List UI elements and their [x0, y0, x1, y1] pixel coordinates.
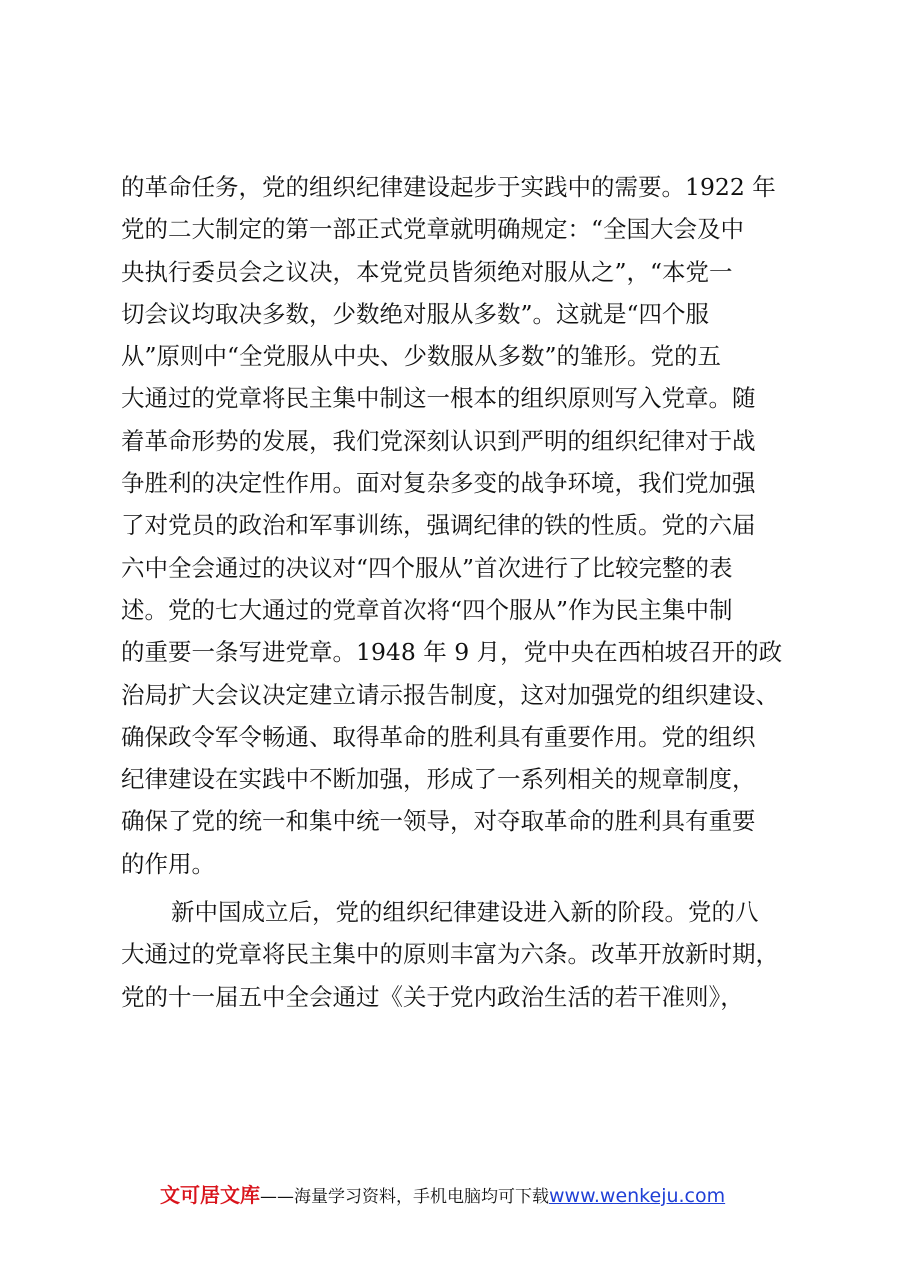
text-line: 党的二大制定的第一部正式党章就明确规定：“全国大会及中 [121, 215, 745, 244]
text-line: 大通过的党章将民主集中的原则丰富为六条。改革开放新时期， [121, 940, 779, 969]
text-line: 的革命任务，党的组织纪律建设起步于实践中的需要。1922 年 [121, 173, 776, 201]
text-line: 六中全会通过的决议对“四个服从”首次进行了比较完整的表 [121, 553, 733, 582]
text-line: 治局扩大会议决定建立请示报告制度，这对加强党的组织建设、 [121, 680, 779, 709]
footer-website-link[interactable]: www.wenkeju.com [549, 1185, 726, 1207]
page-footer [160, 1180, 800, 1210]
text-line: 确保政令军令畅通、取得革命的胜利具有重要作用。党的组织 [121, 722, 756, 751]
footer-dash: —— [260, 1187, 294, 1207]
text-line: 了对党员的政治和军事训练，强调纪律的铁的性质。党的六届 [121, 511, 756, 540]
text-line: 党的十一届五中全会通过《关于党内政治生活的若干准则》， [121, 982, 744, 1011]
text-line: 述。党的七大通过的党章首次将“四个服从”作为民主集中制 [121, 595, 733, 624]
text-line: 确保了党的统一和集中统一领导，对夺取革命的胜利具有重要 [121, 807, 756, 836]
text-line: 纪律建设在实践中不断加强，形成了一系列相关的规章制度， [121, 765, 756, 794]
text-line: 着革命形势的发展，我们党深刻认识到严明的组织纪律对于战 [121, 426, 756, 455]
paragraph-first-line: 新中国成立后，党的组织纪律建设进入新的阶段。党的八 [171, 898, 759, 927]
text-line: 央执行委员会之议决，本党党员皆须绝对服从之”，“本党一 [121, 257, 733, 286]
text-line: 切会议均取决多数，少数绝对服从多数”。这就是“四个服 [121, 299, 710, 328]
body-text [121, 166, 821, 1018]
text-line: 大通过的党章将民主集中制这一根本的组织原则写入党章。随 [121, 384, 756, 413]
footer-brand: 文可居文库 [160, 1183, 260, 1207]
text-line: 从”原则中“全党服从中央、少数服从多数”的雏形。党的五 [121, 342, 722, 371]
text-line: 的作用。 [121, 849, 215, 878]
text-line: 争胜利的决定性作用。面对复杂多变的战争环境，我们党加强 [121, 469, 756, 498]
footer-slogan: 海量学习资料，手机电脑均可下载 [294, 1187, 549, 1207]
text-line: 的重要一条写进党章。1948 年 9 月，党中央在西柏坡召开的政 [121, 638, 783, 667]
